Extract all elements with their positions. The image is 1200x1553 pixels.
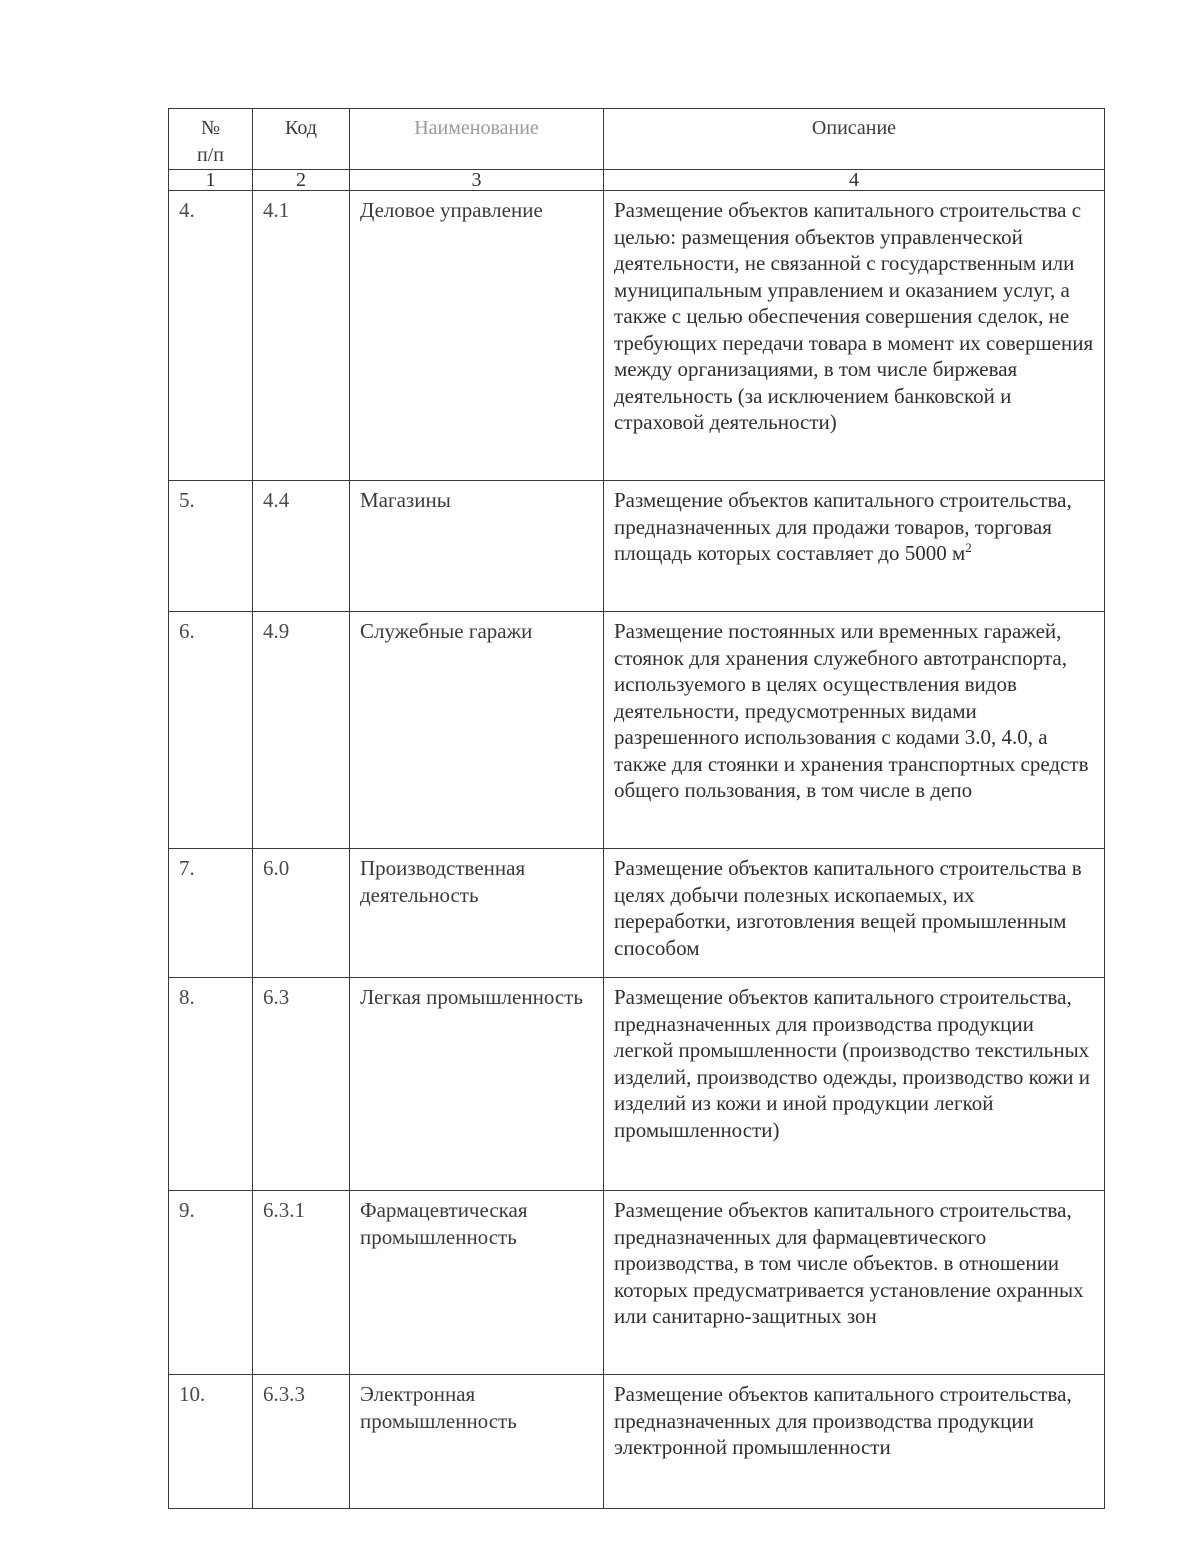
row-description-text: Размещение объектов капитального строительства, предназначенных для продажи товаров, торговая площадь которых составляет до 5000 м: [614, 488, 1072, 565]
column-number: 2: [253, 170, 350, 191]
row-name: Легкая промышленность: [350, 978, 604, 1191]
row-description: Размещение объектов капитального строительства в целях добычи полезных ископаемых, их переработки, изготовления вещей промышленным способом: [604, 849, 1105, 978]
row-name: Производственная деятельность: [350, 849, 604, 978]
header-name: [350, 109, 604, 170]
column-number: 4: [604, 170, 1105, 191]
header-description-label: Описание: [811, 117, 897, 139]
column-number-row: [169, 170, 1105, 191]
table-row: [169, 481, 1105, 612]
row-number: 9.: [169, 1191, 253, 1375]
table-row: [169, 1375, 1105, 1509]
row-description: Размещение объектов капитального строительства с целью: размещения объектов управленческой деятельности, не связанной с государственным или муниципальным управлением и оказанием услуг, а также с целью обеспечения совершения сделок, не требующих передачи товара в момент их совершения между организациями, в том числе биржевая деятельность (за исключением банковской и страховой деятельности): [604, 191, 1105, 481]
row-code: 6.3: [253, 978, 350, 1191]
row-code: 6.3.3: [253, 1375, 350, 1509]
table-row: [169, 849, 1105, 978]
row-name: Электронная промышленность: [350, 1375, 604, 1509]
row-description: Размещение объектов капитального строительства, предназначенных для производства продукции электронной промышленности: [604, 1375, 1105, 1509]
row-description: Размещение постоянных или временных гаражей, стоянок для хранения служебного автотранспорта, используемого в целях осуществления видов деятельности, предусмотренных видами разрешенного использования с кодами 3.0, 4.0, а также для стоянки и хранения транспортных средств общего пользования, в том числе в депо: [604, 612, 1105, 849]
column-number: 3: [350, 170, 604, 191]
row-code: 4.4: [253, 481, 350, 612]
table-row: [169, 1191, 1105, 1375]
superscript-2: 2: [965, 540, 972, 555]
header-code-label: Код: [285, 117, 317, 139]
row-number: 10.: [169, 1375, 253, 1509]
header-description: [604, 109, 1105, 170]
header-name-label: Наименование: [414, 117, 539, 139]
row-code: 6.0: [253, 849, 350, 978]
row-name: Фармацевтическая промышленность: [350, 1191, 604, 1375]
row-code: 4.9: [253, 612, 350, 849]
row-code: 6.3.1: [253, 1191, 350, 1375]
row-number: 8.: [169, 978, 253, 1191]
row-description: Размещение объектов капитального строительства, предназначенных для фармацевтического производства, в том числе объектов. в отношении которых предусматривается установление охранных или санитарно-защитных зон: [604, 1191, 1105, 1375]
row-number: 4.: [169, 191, 253, 481]
row-number: 6.: [169, 612, 253, 849]
row-description: [604, 481, 1105, 612]
row-code: 4.1: [253, 191, 350, 481]
row-number: 7.: [169, 849, 253, 978]
table-row: [169, 612, 1105, 849]
header-num: [169, 109, 253, 170]
table-row: [169, 978, 1105, 1191]
header-code: [253, 109, 350, 170]
table-row: [169, 191, 1105, 481]
row-name: Магазины: [350, 481, 604, 612]
land-use-table: [168, 108, 1105, 1509]
row-name: Деловое управление: [350, 191, 604, 481]
column-number: 1: [169, 170, 253, 191]
header-num-label: № п/п: [197, 117, 224, 166]
row-number: 5.: [169, 481, 253, 612]
header-row: [169, 109, 1105, 170]
row-name: Служебные гаражи: [350, 612, 604, 849]
row-description: Размещение объектов капитального строительства, предназначенных для производства продукции легкой промышленности (производство текстильных изделий, производство одежды, производство кожи и изделий из кожи и иной продукции легкой промышленности): [604, 978, 1105, 1191]
